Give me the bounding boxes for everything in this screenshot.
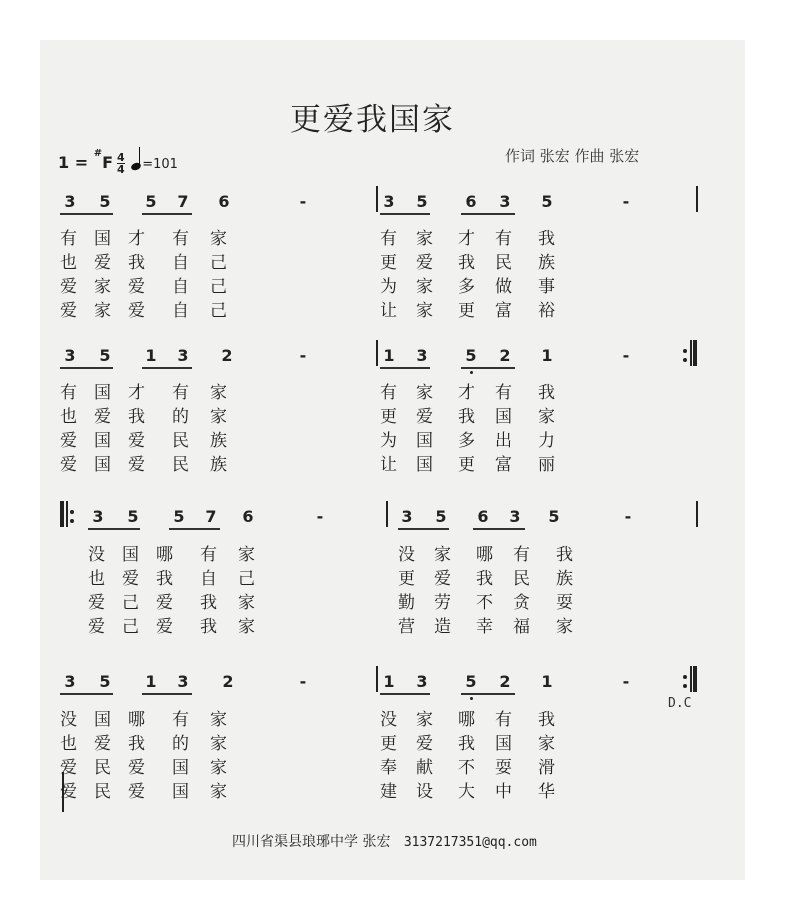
lyric-char: 国 (172, 758, 189, 778)
lyric-char: 有 (60, 229, 77, 249)
lyric-char: 国 (172, 782, 189, 802)
key-one: 1 (58, 153, 70, 172)
jianpu-note: 2 (499, 346, 511, 365)
lyric-char: 家 (538, 734, 555, 754)
footer (232, 831, 537, 851)
lyric-char: 爱 (128, 301, 145, 321)
lyric-char: 国 (495, 734, 512, 754)
lyric-char: 家 (556, 617, 573, 637)
lyric-char: 让 (380, 455, 397, 475)
lyric-char: 家 (416, 277, 433, 297)
lyric-char: 爱 (60, 301, 77, 321)
lyric-char: 没 (398, 545, 415, 565)
eighth-note-beam (60, 213, 113, 215)
key-equals: = (74, 153, 89, 172)
lyric-char: 爱 (94, 253, 111, 273)
bar-line (376, 666, 378, 692)
jianpu-note: 5 (465, 672, 477, 691)
lyric-char: 耍 (556, 593, 573, 613)
lyric-char: 有 (60, 383, 77, 403)
lyric-char: 族 (556, 569, 573, 589)
jianpu-note: 5 (99, 192, 111, 211)
repeat-dot (70, 519, 74, 523)
jianpu-note: 2 (499, 672, 511, 691)
lyric-char: 有 (172, 710, 189, 730)
lyric-char: 哪 (156, 545, 173, 565)
lyric-char: 国 (94, 229, 111, 249)
lyric-char: 我 (538, 229, 555, 249)
jianpu-note: 5 (541, 192, 553, 211)
lyric-char: 家 (210, 758, 227, 778)
lyric-char: 华 (538, 782, 555, 802)
jianpu-note: - (299, 192, 307, 211)
lyric-char: 才 (128, 229, 145, 249)
lyric-char: 我 (458, 253, 475, 273)
lyric-char: 出 (495, 431, 512, 451)
lyric-char: 也 (60, 407, 77, 427)
lyric-char: 己 (238, 569, 255, 589)
lyric-char: 家 (210, 734, 227, 754)
eighth-note-beam (380, 213, 430, 215)
lyric-char: 爱 (94, 734, 111, 754)
lyric-char: 劳 (434, 593, 451, 613)
jianpu-note: 3 (177, 346, 189, 365)
eighth-note-beam (461, 693, 515, 695)
lyric-char: 爱 (60, 758, 77, 778)
lyric-char: 民 (94, 758, 111, 778)
lyric-char: 民 (513, 569, 530, 589)
lyric-char: 家 (210, 229, 227, 249)
jianpu-note: 3 (416, 346, 428, 365)
key-signature (58, 150, 178, 175)
lyric-char: 爱 (94, 407, 111, 427)
bar-line (690, 340, 692, 366)
lyric-char: 丽 (538, 455, 555, 475)
lyric-char: 才 (458, 229, 475, 249)
jianpu-note: 3 (383, 192, 395, 211)
jianpu-note: 5 (99, 346, 111, 365)
lyric-char: 哪 (476, 545, 493, 565)
lyric-char: 献 (416, 758, 433, 778)
lyric-char: 爱 (128, 431, 145, 451)
lyric-char: 有 (513, 545, 530, 565)
lyric-char: 我 (458, 407, 475, 427)
jianpu-note: 5 (435, 507, 447, 526)
lyric-char: 哪 (128, 710, 145, 730)
lyric-char: 建 (380, 782, 397, 802)
lyric-char: 民 (172, 455, 189, 475)
lyric-char: 族 (210, 455, 227, 475)
lyric-char: 国 (416, 431, 433, 451)
lyric-char: 贪 (513, 593, 530, 613)
lyric-char: 有 (200, 545, 217, 565)
time-signature: $\frac{4}{4}$ (117, 151, 125, 176)
jianpu-note: - (622, 346, 630, 365)
repeat-dot (683, 675, 687, 679)
jianpu-note: 3 (499, 192, 511, 211)
lyric-char: 造 (434, 617, 451, 637)
jianpu-note: 6 (242, 507, 254, 526)
jianpu-note: 5 (548, 507, 560, 526)
lyric-char: 爱 (128, 782, 145, 802)
jianpu-note: 6 (477, 507, 489, 526)
eighth-note-beam (169, 528, 220, 530)
lyric-char: 国 (94, 455, 111, 475)
jianpu-note: 5 (99, 672, 111, 691)
jianpu-note: 7 (205, 507, 217, 526)
lyric-char: 更 (380, 407, 397, 427)
lyric-char: 有 (380, 383, 397, 403)
jianpu-note: 5 (145, 192, 157, 211)
eighth-note-beam (60, 367, 113, 369)
lyric-char: 富 (495, 455, 512, 475)
lyric-char: 爱 (156, 593, 173, 613)
lyric-char: 也 (88, 569, 105, 589)
jianpu-note: 3 (401, 507, 413, 526)
lyric-char: 爱 (128, 758, 145, 778)
lyric-char: 我 (200, 593, 217, 613)
lyric-char: 勤 (398, 593, 415, 613)
lyric-char: 家 (416, 710, 433, 730)
lyric-char: 我 (538, 383, 555, 403)
final-bar (693, 340, 697, 366)
lyric-char: 爱 (60, 431, 77, 451)
start-repeat-bar (60, 501, 64, 527)
eighth-note-beam (142, 213, 192, 215)
lyric-char: 更 (380, 734, 397, 754)
repeat-dot (683, 358, 687, 362)
lyric-char: 家 (538, 407, 555, 427)
lyric-char: 家 (94, 277, 111, 297)
jianpu-note: 3 (92, 507, 104, 526)
lyric-char: 民 (94, 782, 111, 802)
eighth-note-beam (380, 693, 430, 695)
lyric-char: 没 (88, 545, 105, 565)
lyric-char: 国 (122, 545, 139, 565)
lyric-char: 自 (200, 569, 217, 589)
lyric-char: 营 (398, 617, 415, 637)
lyric-char: 让 (380, 301, 397, 321)
lyric-char: 也 (60, 734, 77, 754)
lyric-char: 爱 (416, 734, 433, 754)
jianpu-note: 5 (173, 507, 185, 526)
lyric-char: 力 (538, 431, 555, 451)
lyric-char: 民 (172, 431, 189, 451)
jianpu-note: 5 (416, 192, 428, 211)
lyric-char: 爱 (60, 455, 77, 475)
lyric-char: 哪 (458, 710, 475, 730)
bar-line (376, 340, 378, 366)
lyric-char: 我 (538, 710, 555, 730)
jianpu-note: 3 (416, 672, 428, 691)
lyric-char: 更 (458, 455, 475, 475)
lyric-char: 家 (210, 782, 227, 802)
lyric-char: 我 (128, 253, 145, 273)
repeat-dot (683, 349, 687, 353)
bar-line (66, 501, 68, 527)
lyric-char: 自 (172, 277, 189, 297)
lyric-char: 多 (458, 277, 475, 297)
note-stem (139, 147, 141, 165)
lyric-char: 福 (513, 617, 530, 637)
lyric-char: 自 (172, 301, 189, 321)
lyric-char: 己 (122, 593, 139, 613)
lyric-char: 爱 (128, 455, 145, 475)
lyric-char: 更 (398, 569, 415, 589)
lyric-char: 我 (556, 545, 573, 565)
eighth-note-beam (380, 367, 430, 369)
lyric-char: 族 (538, 253, 555, 273)
eighth-note-beam (398, 528, 449, 530)
lyric-char: 为 (380, 431, 397, 451)
bar-line (376, 186, 378, 212)
lyric-char: 有 (495, 383, 512, 403)
jianpu-note: 1 (541, 672, 553, 691)
lyric-char: 我 (128, 407, 145, 427)
lyric-char: 国 (416, 455, 433, 475)
lyric-char: 我 (476, 569, 493, 589)
lyric-char: 奉 (380, 758, 397, 778)
lyric-char: 没 (380, 710, 397, 730)
jianpu-note: 1 (383, 672, 395, 691)
lyric-char: 大 (458, 782, 475, 802)
lyric-char: 中 (495, 782, 512, 802)
jianpu-note: 1 (383, 346, 395, 365)
lyric-char: 民 (495, 253, 512, 273)
footer-author: 四川省渠县琅琊中学 张宏 (232, 834, 391, 850)
lyric-char: 我 (458, 734, 475, 754)
jianpu-note: 6 (465, 192, 477, 211)
eighth-note-beam (88, 528, 140, 530)
jianpu-note: 3 (64, 346, 76, 365)
lyric-char: 富 (495, 301, 512, 321)
lyric-char: 有 (380, 229, 397, 249)
jianpu-note: 3 (177, 672, 189, 691)
jianpu-note: - (622, 192, 630, 211)
lyric-char: 不 (476, 593, 493, 613)
lyric-char: 没 (60, 710, 77, 730)
lyric-char: 己 (210, 301, 227, 321)
lyric-char: 家 (416, 301, 433, 321)
lyric-char: 做 (495, 277, 512, 297)
jianpu-note: 1 (145, 346, 157, 365)
lyric-char: 我 (128, 734, 145, 754)
lyric-char: 己 (122, 617, 139, 637)
song-title: 更爱我国家 (290, 102, 455, 138)
eighth-note-beam (461, 213, 515, 215)
lyric-char: 滑 (538, 758, 555, 778)
lyric-char: 爱 (88, 593, 105, 613)
eighth-note-beam (461, 367, 515, 369)
lyric-char: 家 (94, 301, 111, 321)
low-octave-dot (470, 371, 473, 374)
eighth-note-beam (473, 528, 525, 530)
lyric-char: 我 (156, 569, 173, 589)
repeat-dot (70, 510, 74, 514)
lyric-char: 爱 (88, 617, 105, 637)
jianpu-note: - (624, 507, 632, 526)
eighth-note-beam (142, 367, 192, 369)
lyric-char: 国 (94, 431, 111, 451)
lyric-char: 家 (210, 407, 227, 427)
lyric-char: 为 (380, 277, 397, 297)
lyric-char: 耍 (495, 758, 512, 778)
lyric-char: 爱 (156, 617, 173, 637)
jianpu-note: - (299, 346, 307, 365)
lyric-char: 家 (238, 617, 255, 637)
jianpu-note: 3 (509, 507, 521, 526)
lyric-char: 有 (495, 710, 512, 730)
jianpu-note: 5 (465, 346, 477, 365)
jianpu-note: - (299, 672, 307, 691)
lyric-char: 家 (416, 229, 433, 249)
lyric-char: 不 (458, 758, 475, 778)
lyric-char: 设 (416, 782, 433, 802)
lyric-char: 爱 (416, 407, 433, 427)
jianpu-note: 7 (177, 192, 189, 211)
jianpu-note: 3 (64, 672, 76, 691)
lyric-char: 事 (538, 277, 555, 297)
jianpu-note: - (316, 507, 324, 526)
lyric-char: 国 (94, 383, 111, 403)
lyric-char: 的 (172, 407, 189, 427)
lyric-char: 幸 (476, 617, 493, 637)
lyric-char: 更 (458, 301, 475, 321)
bar-line (696, 186, 698, 212)
lyric-char: 家 (210, 710, 227, 730)
lyric-char: 爱 (128, 277, 145, 297)
jianpu-note: 2 (222, 672, 234, 691)
jianpu-note: - (622, 672, 630, 691)
bar-line (690, 666, 692, 692)
tempo: =101 (142, 157, 178, 172)
jianpu-note: 3 (64, 192, 76, 211)
dc-marking: D.C (668, 696, 692, 711)
lyric-char: 爱 (122, 569, 139, 589)
key-letter: F (102, 153, 114, 172)
sharp-sign: # (93, 148, 103, 159)
lyric-char: 的 (172, 734, 189, 754)
lyric-char: 有 (495, 229, 512, 249)
jianpu-note: 5 (127, 507, 139, 526)
lyric-char: 族 (210, 431, 227, 451)
credits: 作词 张宏 作曲 张宏 (505, 147, 640, 165)
lyric-char: 己 (210, 253, 227, 273)
lyric-char: 才 (128, 383, 145, 403)
lyric-char: 多 (458, 431, 475, 451)
lyric-char: 国 (94, 710, 111, 730)
footer-email: 3137217351@qq.com (403, 835, 537, 850)
lyric-char: 家 (238, 593, 255, 613)
lyric-char: 更 (380, 253, 397, 273)
lyric-char: 家 (210, 383, 227, 403)
bar-line (386, 501, 388, 527)
jianpu-note: 2 (221, 346, 233, 365)
lyric-char: 爱 (60, 277, 77, 297)
lyric-char: 己 (210, 277, 227, 297)
lyric-char: 家 (238, 545, 255, 565)
jianpu-note: 6 (218, 192, 230, 211)
lyric-char: 才 (458, 383, 475, 403)
lyric-char: 家 (416, 383, 433, 403)
lyric-char: 爱 (416, 253, 433, 273)
lyric-char: 自 (172, 253, 189, 273)
lyric-char: 爱 (60, 782, 77, 802)
jianpu-note: 1 (145, 672, 157, 691)
lyric-char: 国 (495, 407, 512, 427)
lyric-char: 裕 (538, 301, 555, 321)
eighth-note-beam (60, 693, 113, 695)
lyric-char: 有 (172, 229, 189, 249)
low-octave-dot (470, 697, 473, 700)
eighth-note-beam (142, 693, 192, 695)
lyric-char: 爱 (434, 569, 451, 589)
lyric-char: 我 (200, 617, 217, 637)
repeat-dot (683, 684, 687, 688)
final-bar (693, 666, 697, 692)
lyric-char: 也 (60, 253, 77, 273)
jianpu-note: 1 (541, 346, 553, 365)
bar-line (696, 501, 698, 527)
lyric-char: 有 (172, 383, 189, 403)
lyric-char: 家 (434, 545, 451, 565)
